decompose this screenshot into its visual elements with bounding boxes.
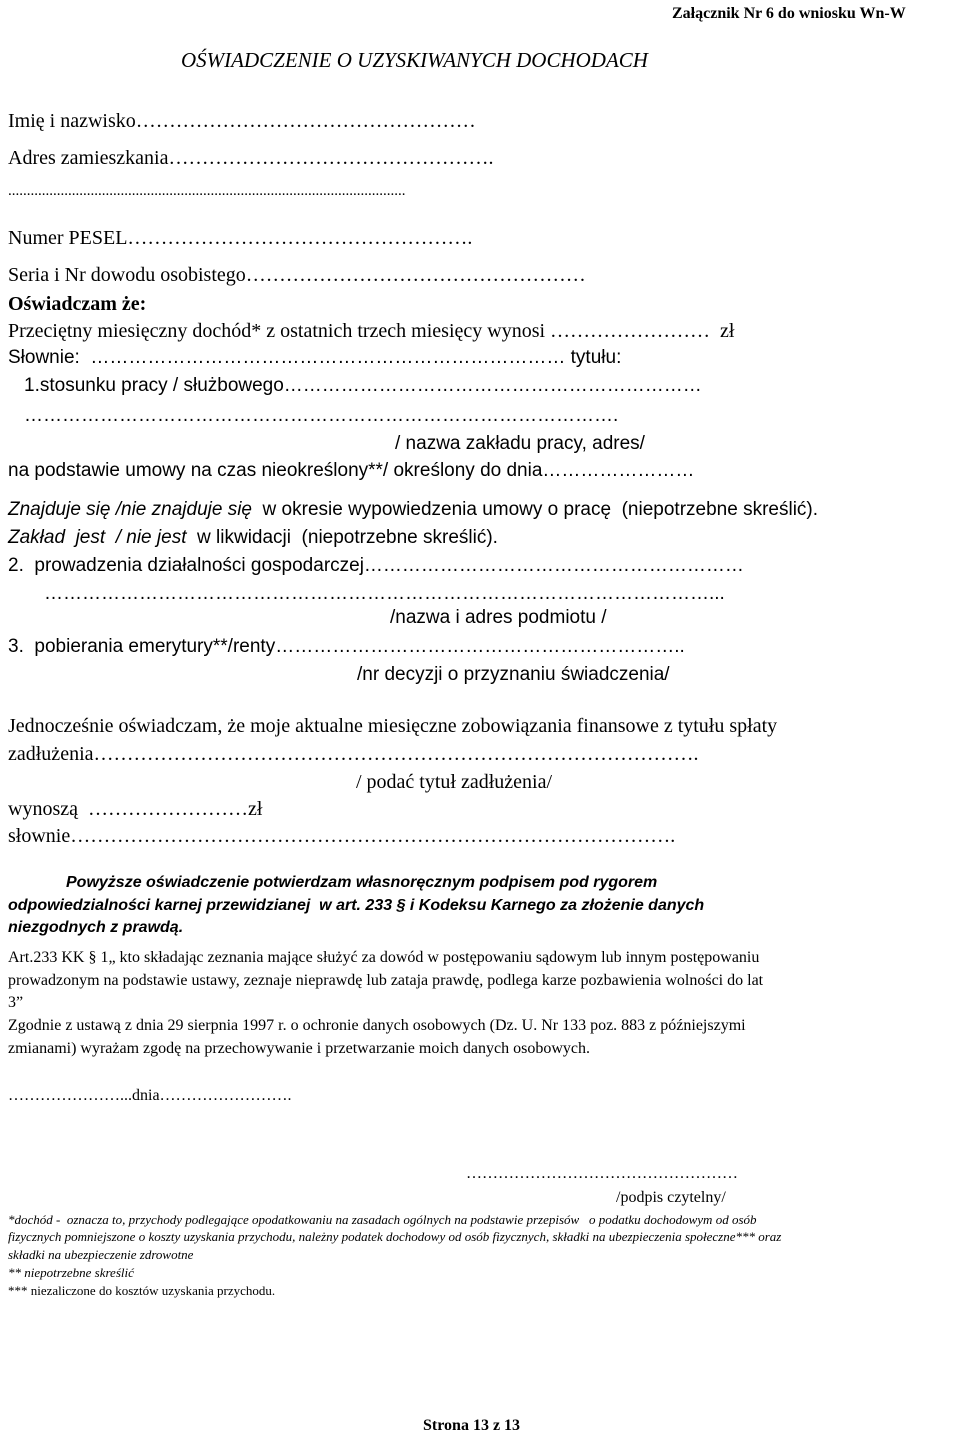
employment-field[interactable]: 1.stosunku pracy / służbowego…………………………………………………………: [24, 375, 702, 396]
liabilities-amount-words-field[interactable]: słownie……………………………………………………………………………….: [8, 825, 676, 847]
article-line-3: 3”: [8, 994, 24, 1011]
confirmation-line-3: niezgodnych z prawdą.: [8, 919, 184, 936]
contract-field[interactable]: na podstawie umowy na czas nieokreślony**/ określony do dnia……………………: [8, 460, 695, 481]
pension-hint: /nr decyzji o przyznaniu świadczenia/: [357, 664, 670, 685]
notice-line: [8, 500, 818, 519]
liabilities-amount-field[interactable]: wynoszą ……………………zł: [8, 798, 263, 820]
footnote-income-line-2: fizycznych pomniejszone o koszty uzyskania przychodu, należny podatek dochodowy od osób fizycznych, składki na ubezpieczenia społeczne*** oraz: [8, 1229, 782, 1244]
document-title: OŚWIADCZENIE O UZYSKIWANYCH DOCHODACH: [181, 48, 648, 72]
name-field[interactable]: Imię i nazwisko……………………………………………: [8, 110, 476, 132]
notice-rest: w okresie wypowiedzenia umowy o pracę (niepotrzebne skreślić).: [252, 499, 819, 520]
article-line-2: prowadzonym na podstawie ustawy, zeznaje nieprawdę lub zataja prawdę, podlega karze pozbawienia wolności do lat: [8, 972, 764, 989]
liquidation-rest: w likwidacji (niepotrzebne skreślić).: [186, 527, 498, 548]
employment-hint: / nazwa zakładu pracy, adres/: [395, 433, 645, 454]
liquidation-line: [8, 528, 498, 547]
declaration-heading: Oświadczam że:: [8, 293, 147, 315]
id-card-field[interactable]: Seria i Nr dowodu osobistego……………………………………………: [8, 264, 586, 286]
footnote-income-line-1: *dochód - oznacza to, przychody podlegające opodatkowaniu na zasadach ogólnych na podstawie przepisów o podatku dochodowym od osób: [8, 1212, 757, 1227]
business-field[interactable]: 2. prowadzenia działalności gospodarczej……………………………………………………: [8, 555, 744, 576]
liquidation-italic: Zakład jest / nie jest: [8, 527, 187, 548]
signature-hint: /podpis czytelny/: [616, 1189, 726, 1206]
liabilities-line-1: Jednocześnie oświadczam, że moje aktualne miesięczne zobowiązania finansowe z tytułu spłaty: [8, 715, 778, 737]
business-hint: /nazwa i adres podmiotu /: [390, 607, 607, 628]
confirmation-line-2: odpowiedzialności karnej przewidzianej w art. 233 § i Kodeksu Karnego za złożenie danych: [8, 897, 705, 914]
employment-field-continued[interactable]: ………………………………………………………………………………….: [24, 405, 619, 426]
pesel-field[interactable]: Numer PESEL…………………………………………….: [8, 227, 473, 249]
date-field[interactable]: …………………...dnia…………………….: [8, 1087, 292, 1104]
address-field[interactable]: Adres zamieszkania………………………………………….: [8, 147, 494, 169]
notice-italic: Znajduje się /nie znajduje się: [8, 499, 252, 520]
income-in-words-field[interactable]: Słownie: ………………………………………………………………… tytułu:: [8, 347, 622, 368]
liabilities-field[interactable]: zadłużenia……………………………………………………………………………….: [8, 743, 699, 765]
pension-field[interactable]: 3. pobierania emerytury**/renty………………………………………………………..: [8, 636, 685, 657]
data-consent-line-1: Zgodnie z ustawą z dnia 29 sierpnia 1997 r. o ochronie danych osobowych (Dz. U. Nr 133 poz. 883 z późniejszymi: [8, 1017, 746, 1034]
footnote-income-line-3: składki na ubezpieczenie zdrowotne: [8, 1247, 194, 1262]
signature-field[interactable]: ……………………………………………: [466, 1165, 738, 1182]
liabilities-hint: / podać tytuł zadłużenia/: [356, 771, 553, 793]
footnote-strike-out: ** niepotrzebne skreślić: [8, 1265, 134, 1280]
confirmation-line-1: Powyższe oświadczenie potwierdzam własnoręcznym podpisem pod rygorem: [66, 874, 658, 891]
data-consent-line-2: zmianami) wyrażam zgodę na przechowywanie i przetwarzanie moich danych osobowych.: [8, 1040, 590, 1057]
income-field[interactable]: Przeciętny miesięczny dochód* z ostatnich trzech miesięcy wynosi …………………… zł: [8, 320, 735, 342]
page-number: Strona 13 z 13: [423, 1417, 521, 1434]
footnote-costs: *** niezaliczone do kosztów uzyskania przychodu.: [8, 1283, 276, 1298]
attachment-label: Załącznik Nr 6 do wniosku Wn-W: [672, 5, 906, 22]
business-field-continued[interactable]: ……………………………………………………………………………………………...: [44, 583, 725, 604]
address-field-continued[interactable]: ..........................................................................................................: [8, 183, 406, 199]
article-line-1: Art.233 KK § 1„ kto składając zeznania mające służyć za dowód w postępowaniu sądowym lub innym postępowaniu: [8, 949, 760, 966]
